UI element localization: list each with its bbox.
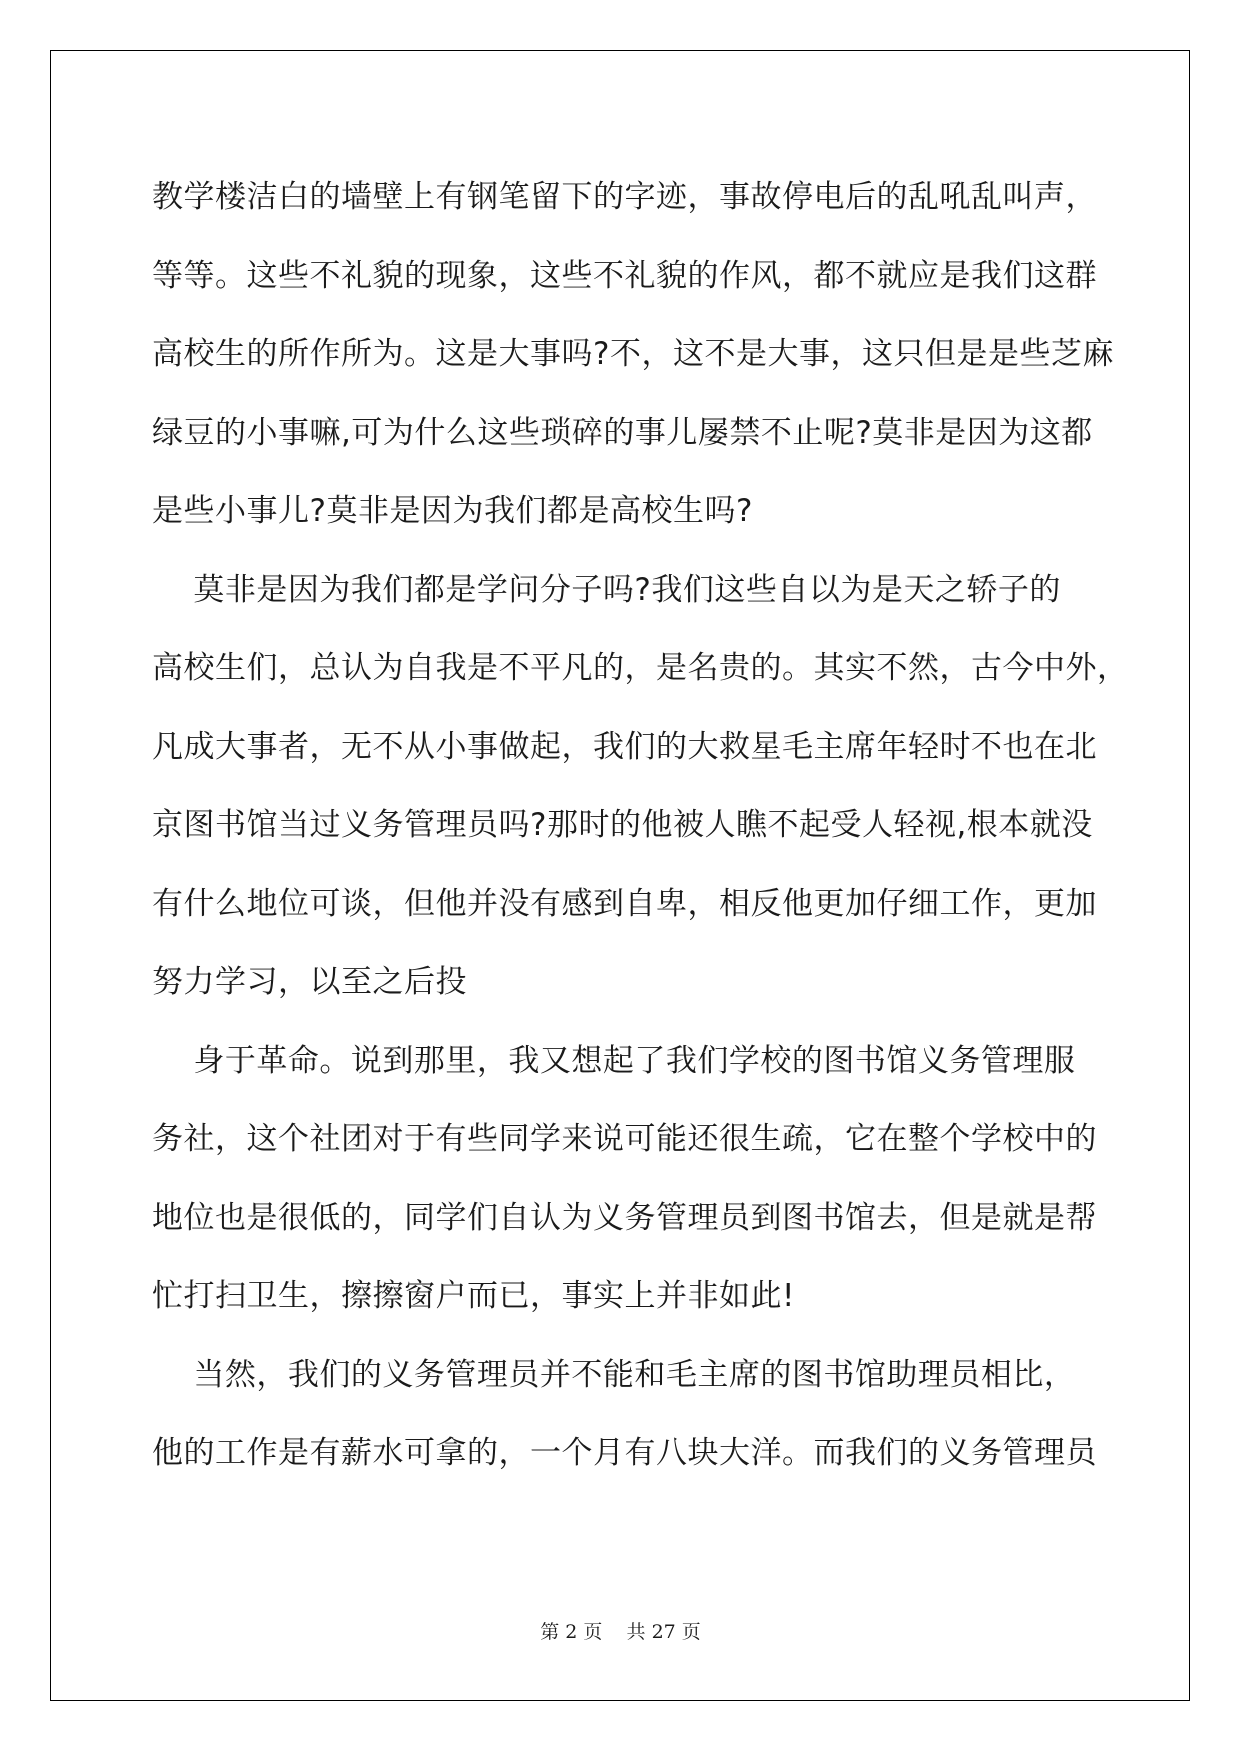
text-line: 有什么地位可谈，但他并没有感到自卑，相反他更加仔细工作，更加 [152,885,1097,922]
document-body [152,158,1129,1493]
text-line: 努力学习，以至之后投 [152,964,467,1000]
text-line: 身于革命。说到那里，我又想起了我们学校的图书馆义务管理服 [152,1042,1076,1079]
text-line: 高校生的所作所为。这是大事吗?不，这不是大事，这只但是是些芝麻 [152,336,1114,372]
text-line: 凡成大事者，无不从小事做起，我们的大救星毛主席年轻时不也在北 [152,728,1097,765]
text-line: 当然，我们的义务管理员并不能和毛主席的图书馆助理员相比， [152,1356,1076,1393]
page-number: 第 2 页 共 27 页 [540,1621,701,1643]
text-line: 地位也是很低的，同学们自认为义务管理员到图书馆去，但是就是帮 [152,1199,1097,1236]
text-line: 莫非是因为我们都是学问分子吗?我们这些自以为是天之轿子的 [152,571,1061,608]
text-line: 高校生们，总认为自我是不平凡的，是名贵的。其实不然，古今中外， [152,650,1129,686]
text-line: 京图书馆当过义务管理员吗?那时的他被人瞧不起受人轻视,根本就没 [152,807,1093,843]
text-line: 等等。这些不礼貌的现象，这些不礼貌的作风，都不就应是我们这群 [152,257,1097,294]
text-line: 务社，这个社团对于有些同学来说可能还很生疏，它在整个学校中的 [152,1121,1097,1157]
text-line: 绿豆的小事嘛,可为什么这些琐碎的事儿屡禁不止呢?莫非是因为这都 [152,414,1093,451]
text-line: 是些小事儿?莫非是因为我们都是高校生吗? [152,493,753,529]
page-footer [0,1617,1241,1644]
text-line: 忙打扫卫生，擦擦窗户而已，事实上并非如此! [152,1278,795,1314]
text-line: 他的工作是有薪水可拿的，一个月有八块大洋。而我们的义务管理员 [152,1435,1097,1471]
text-line: 教学楼洁白的墙壁上有钢笔留下的字迹，事故停电后的乱吼乱叫声， [152,179,1097,215]
